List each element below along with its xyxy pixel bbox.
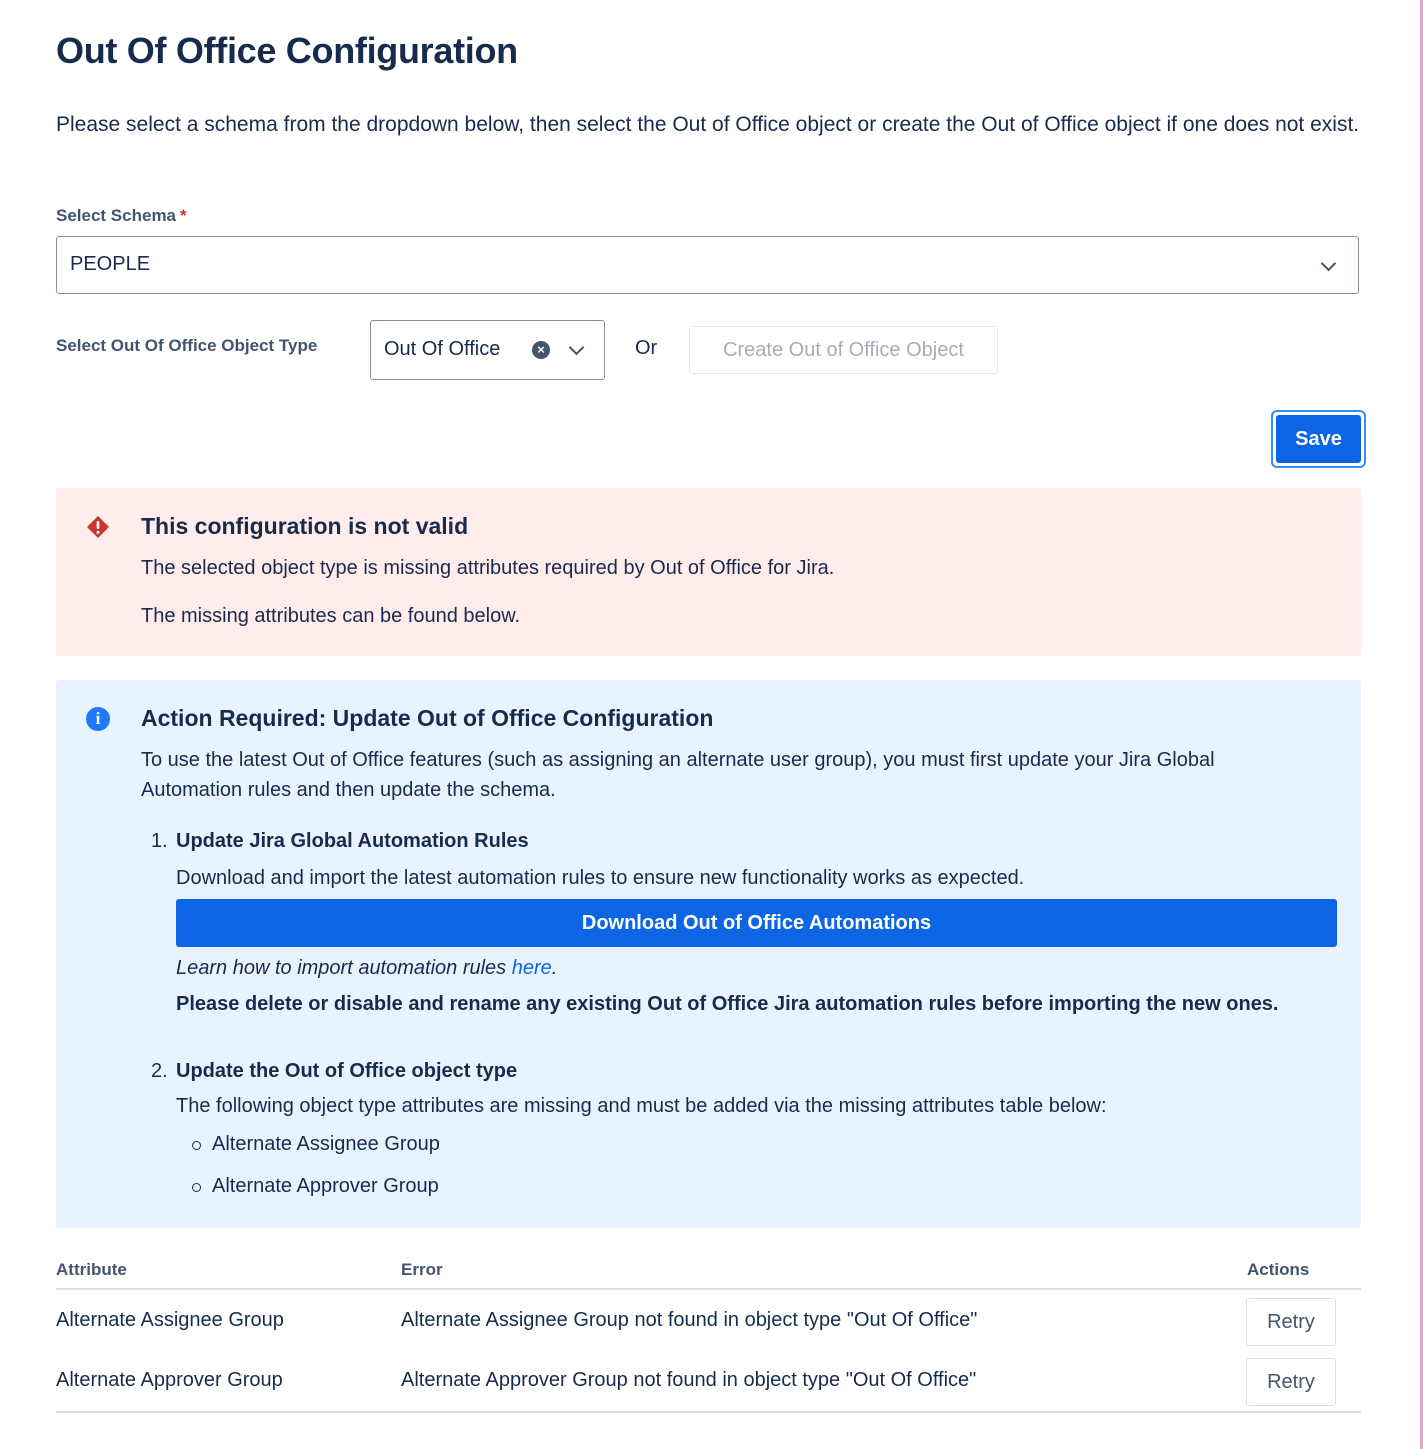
step-2-text: The following object type attributes are missing and must be added via the missing attributes table below:	[176, 1095, 1107, 1117]
attribute-cell: Alternate Approver Group	[56, 1369, 283, 1391]
missing-attribute-item: Alternate Approver Group	[212, 1175, 439, 1197]
info-message	[56, 680, 1361, 1228]
step-1-title: Update Jira Global Automation Rules	[176, 830, 529, 852]
save-button-focus-ring	[1271, 410, 1366, 468]
attribute-cell: Alternate Assignee Group	[56, 1309, 284, 1331]
info-icon: i	[86, 707, 110, 731]
schema-select[interactable]	[56, 236, 1359, 294]
or-text: Or	[635, 337, 658, 359]
learn-how-text	[176, 953, 557, 983]
intro-text: Please select a schema from the dropdown below, then select the Out of Office object or create the Out of Office object if one does not exist.	[56, 113, 1360, 136]
object-type-label: Select Out Of Office Object Type	[56, 336, 318, 355]
create-object-button[interactable]: Create Out of Office Object	[689, 326, 998, 374]
error-icon	[86, 515, 110, 539]
error-cell: Alternate Assignee Group not found in object type "Out Of Office"	[401, 1309, 978, 1331]
save-button[interactable]: Save	[1276, 415, 1361, 463]
schema-label-text: Select Schema	[56, 206, 177, 225]
download-automations-button[interactable]: Download Out of Office Automations	[176, 899, 1337, 947]
learn-here-link[interactable]: here	[511, 957, 552, 979]
table-bottom-divider	[56, 1411, 1361, 1413]
info-title: Action Required: Update Out of Office Configuration	[141, 705, 714, 731]
bullet-icon	[192, 1183, 201, 1192]
learn-prefix: Learn how to import automation rules	[176, 957, 512, 979]
step-2-title: Update the Out of Office object type	[176, 1060, 518, 1082]
step-1-text: Download and import the latest automation rules to ensure new functionality works as expected.	[176, 867, 1025, 889]
object-type-value: Out Of Office	[384, 338, 501, 360]
column-header-actions: Actions	[1247, 1260, 1310, 1279]
learn-suffix: .	[551, 957, 558, 979]
column-header-error: Error	[401, 1260, 443, 1279]
retry-button[interactable]: Retry	[1246, 1358, 1336, 1406]
error-title: This configuration is not valid	[141, 513, 469, 539]
delete-rules-warning: Please delete or disable and rename any existing Out of Office Jira automation rules before importing the new ones.	[176, 993, 1279, 1015]
chevron-down-icon	[1321, 256, 1337, 272]
table-header-divider	[56, 1288, 1361, 1290]
schema-select-value: PEOPLE	[70, 253, 151, 275]
object-type-select[interactable]	[370, 320, 605, 380]
bullet-icon	[192, 1141, 201, 1150]
column-header-attribute: Attribute	[56, 1260, 127, 1279]
schema-label	[56, 206, 187, 226]
page-title: Out Of Office Configuration	[56, 30, 518, 71]
step-1-number: 1.	[151, 830, 168, 852]
required-marker: *	[180, 206, 187, 225]
error-line-2: The missing attributes can be found below.	[141, 605, 521, 627]
clear-icon[interactable]: ×	[532, 341, 550, 359]
info-text: To use the latest Out of Office features (such as assigning an alternate user group), you must first update your Jira Global Automation rules and then update the schema.	[141, 749, 1215, 801]
error-line-1: The selected object type is missing attributes required by Out of Office for Jira.	[141, 557, 835, 579]
chevron-down-icon[interactable]	[569, 340, 585, 356]
error-cell: Alternate Approver Group not found in object type "Out Of Office"	[401, 1369, 977, 1391]
retry-button[interactable]: Retry	[1246, 1298, 1336, 1346]
step-2-number: 2.	[151, 1060, 168, 1082]
error-message	[56, 488, 1361, 656]
missing-attribute-item: Alternate Assignee Group	[212, 1133, 440, 1155]
